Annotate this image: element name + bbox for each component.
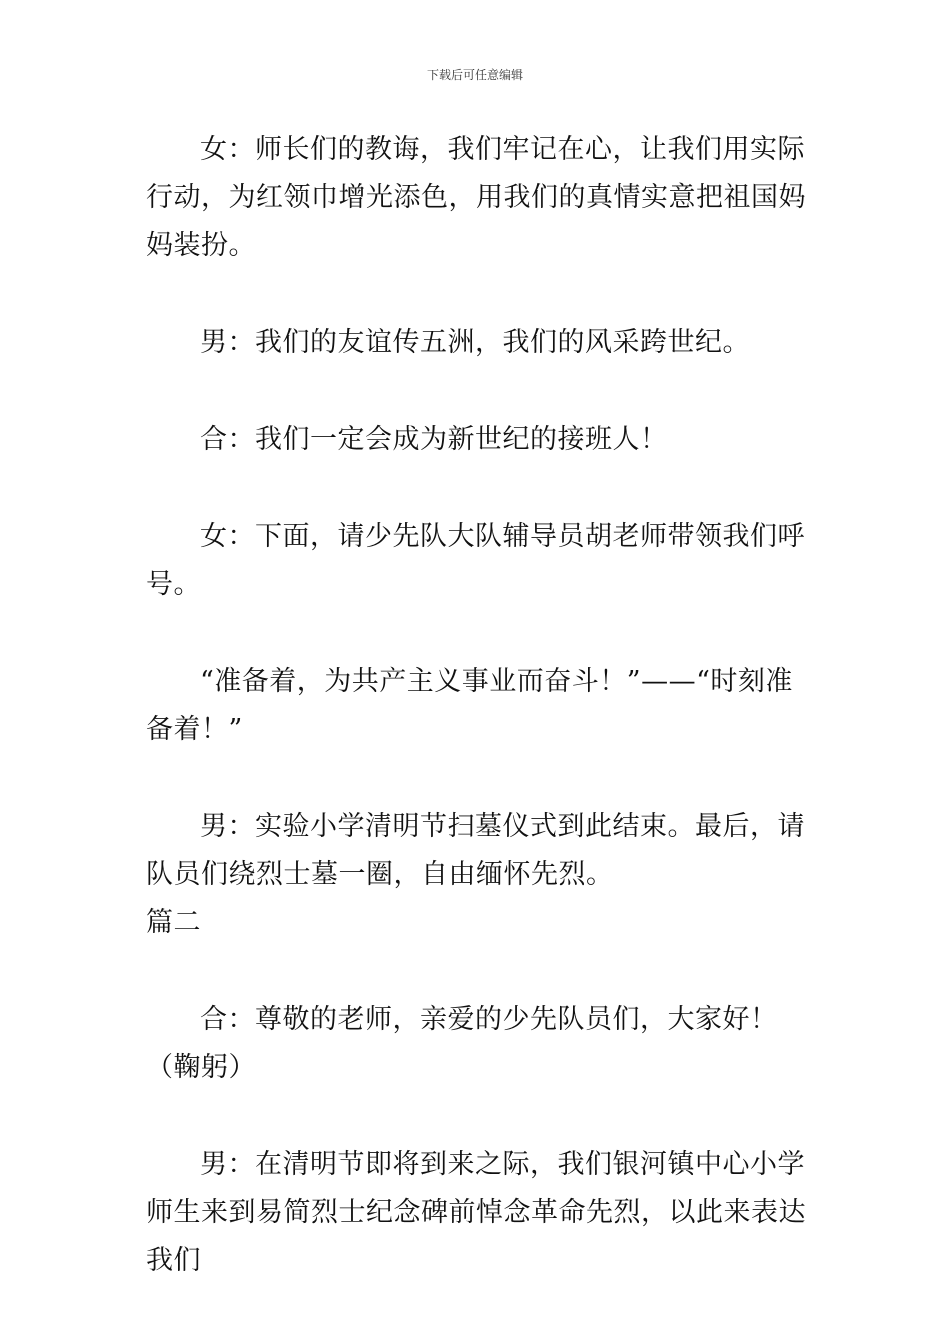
paragraph-together-1: 合：我们一定会成为新世纪的接班人！: [200, 424, 668, 455]
paragraph-slogan: “准备着，为共产主义事业而奋斗！”——“时刻准备着！”: [146, 666, 793, 745]
paragraph-female-2: 女：下面，请少先队大队辅导员胡老师带领我们呼号。: [146, 521, 805, 600]
paragraph-male-3: 男：在清明节即将到来之际，我们银河镇中心小学师生来到易简烈士纪念碑前悼念革命先烈，以此来表达我们: [146, 1149, 806, 1276]
section-heading: 篇二: [146, 907, 201, 938]
paragraph-male-1: 男：我们的友谊传五洲，我们的风采跨世纪。: [200, 327, 750, 358]
paragraph-male-2: 男：实验小学清明节扫墓仪式到此结束。最后，请队员们绕烈士墓一圈，自由缅怀先烈。: [146, 811, 805, 890]
paragraph-female-1: 女：师长们的教诲，我们牢记在心，让我们用实际行动，为红领巾增光添色，用我们的真情实意把祖国妈妈装扮。: [146, 134, 806, 261]
document-body: [146, 126, 808, 1285]
page-header: 下载后可任意编辑: [426, 68, 523, 82]
paragraph-together-2: 合：尊敬的老师，亲爱的少先队员们，大家好！（鞠躬）: [146, 1004, 778, 1083]
